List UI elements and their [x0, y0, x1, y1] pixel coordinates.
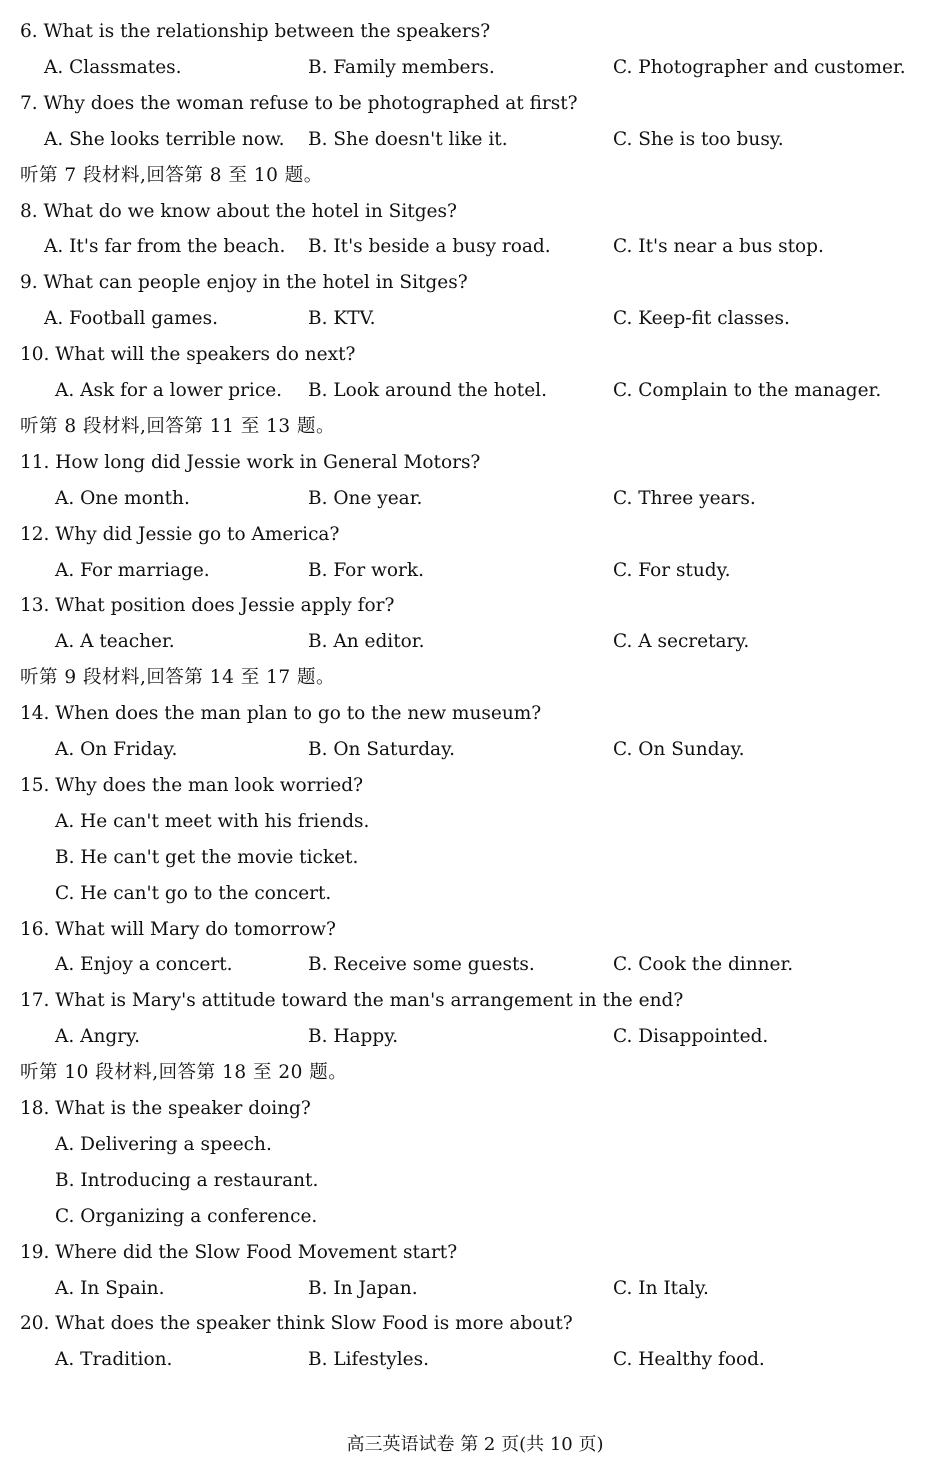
- answer-option: B. An editor.: [308, 631, 425, 653]
- options-row: [0, 50, 950, 86]
- question-stem: 6. What is the relationship between the speakers?: [20, 21, 491, 42]
- answer-option: A. She looks terrible now.: [44, 128, 285, 150]
- answer-option: B. One year.: [308, 487, 423, 509]
- answer-option: A. On Friday.: [55, 739, 178, 760]
- question-stem: 14. When does the man plan to go to the new museum?: [20, 703, 542, 725]
- answer-option: A. One month.: [55, 487, 190, 509]
- question-stem: 12. Why did Jessie go to America?: [20, 523, 340, 545]
- question-stem: 11. How long did Jessie work in General Motors?: [20, 451, 481, 473]
- options-row: [0, 122, 950, 158]
- answer-option: C. It's near a bus stop.: [613, 236, 824, 258]
- answer-option: B. She doesn't like it.: [308, 128, 508, 150]
- question-stem: 18. What is the speaker doing?: [20, 1098, 311, 1119]
- answer-option: A. For marriage.: [55, 559, 210, 581]
- options-row: [0, 1271, 950, 1307]
- answer-option: B. Happy.: [308, 1026, 399, 1048]
- options-row: [0, 553, 950, 589]
- question-stem: 9. What can people enjoy in the hotel in Sitges?: [20, 272, 468, 294]
- answer-option: C. He can't go to the concert.: [55, 882, 332, 904]
- answer-option: A. It's far from the beach.: [44, 236, 286, 258]
- question-stem: 10. What will the speakers do next?: [20, 344, 356, 366]
- answer-option: C. Organizing a conference.: [55, 1205, 318, 1227]
- answer-option: B. KTV.: [308, 308, 376, 330]
- question-stem: 17. What is Mary's attitude toward the man's arrangement in the end?: [20, 990, 684, 1012]
- options-row: [0, 1342, 950, 1378]
- question-stem: 13. What position does Jessie apply for?: [20, 595, 395, 617]
- answer-option: A. Delivering a speech.: [55, 1133, 272, 1155]
- options-row: [0, 373, 950, 409]
- answer-option: C. Keep-fit classes.: [613, 308, 790, 330]
- section-instruction: 听第 10 段材料,回答第 18 至 20 题。: [20, 1062, 348, 1084]
- answer-option: A. Enjoy a concert.: [55, 954, 233, 976]
- options-row: [0, 732, 950, 768]
- answer-option: A. Football games.: [44, 308, 218, 330]
- question-stem: 16. What will Mary do tomorrow?: [20, 918, 336, 940]
- answer-option: B. Lifestyles.: [308, 1349, 429, 1371]
- answer-option: A. Angry.: [55, 1026, 140, 1048]
- answer-option: C. Photographer and customer.: [613, 56, 906, 78]
- options-row: [0, 301, 950, 337]
- answer-option: B. Family members.: [308, 56, 495, 78]
- answer-option: B. On Saturday.: [308, 739, 455, 760]
- answer-option: B. Introducing a restaurant.: [55, 1169, 319, 1191]
- answer-option: B. It's beside a busy road.: [308, 236, 551, 258]
- page-footer: 高三英语试卷 第 2 页(共 10 页): [346, 1434, 604, 1455]
- options-row: [0, 1019, 950, 1055]
- question-stem: 8. What do we know about the hotel in Sitges?: [20, 200, 457, 222]
- answer-option: B. For work.: [308, 559, 424, 581]
- options-row: [0, 624, 950, 660]
- question-stem: 20. What does the speaker think Slow Food is more about?: [20, 1313, 573, 1335]
- answer-option: A. Ask for a lower price.: [55, 380, 283, 401]
- answer-option: A. A teacher.: [55, 631, 175, 653]
- section-instruction: 听第 8 段材料,回答第 11 至 13 题。: [20, 415, 336, 437]
- answer-option: B. Receive some guests.: [308, 954, 535, 976]
- answer-option: C. Healthy food.: [613, 1349, 765, 1371]
- answer-option: C. She is too busy.: [613, 128, 784, 150]
- answer-option: C. Disappointed.: [613, 1026, 769, 1048]
- section-instruction: 听第 7 段材料,回答第 8 至 10 题。: [20, 164, 323, 186]
- options-row: [0, 947, 950, 983]
- question-stem: 19. Where did the Slow Food Movement start?: [20, 1241, 458, 1263]
- answer-option: C. Complain to the manager.: [613, 380, 882, 401]
- question-stem: 7. Why does the woman refuse to be photographed at first?: [20, 92, 578, 114]
- answer-option: B. He can't get the movie ticket.: [55, 846, 359, 868]
- answer-option: B. Look around the hotel.: [308, 380, 547, 401]
- answer-option: A. Classmates.: [44, 56, 182, 78]
- section-instruction: 听第 9 段材料,回答第 14 至 17 题。: [20, 667, 336, 689]
- answer-option: C. In Italy.: [613, 1277, 709, 1299]
- answer-option: C. A secretary.: [613, 631, 750, 653]
- answer-option: C. Cook the dinner.: [613, 954, 794, 976]
- options-row: [0, 229, 950, 265]
- answer-option: B. In Japan.: [308, 1277, 418, 1299]
- question-stem: 15. Why does the man look worried?: [20, 774, 363, 796]
- answer-option: C. On Sunday.: [613, 739, 745, 760]
- answer-option: A. He can't meet with his friends.: [55, 810, 370, 832]
- answer-option: C. Three years.: [613, 487, 756, 509]
- options-row: [0, 481, 950, 517]
- answer-option: C. For study.: [613, 559, 731, 581]
- answer-option: A. In Spain.: [55, 1277, 165, 1299]
- answer-option: A. Tradition.: [55, 1349, 173, 1371]
